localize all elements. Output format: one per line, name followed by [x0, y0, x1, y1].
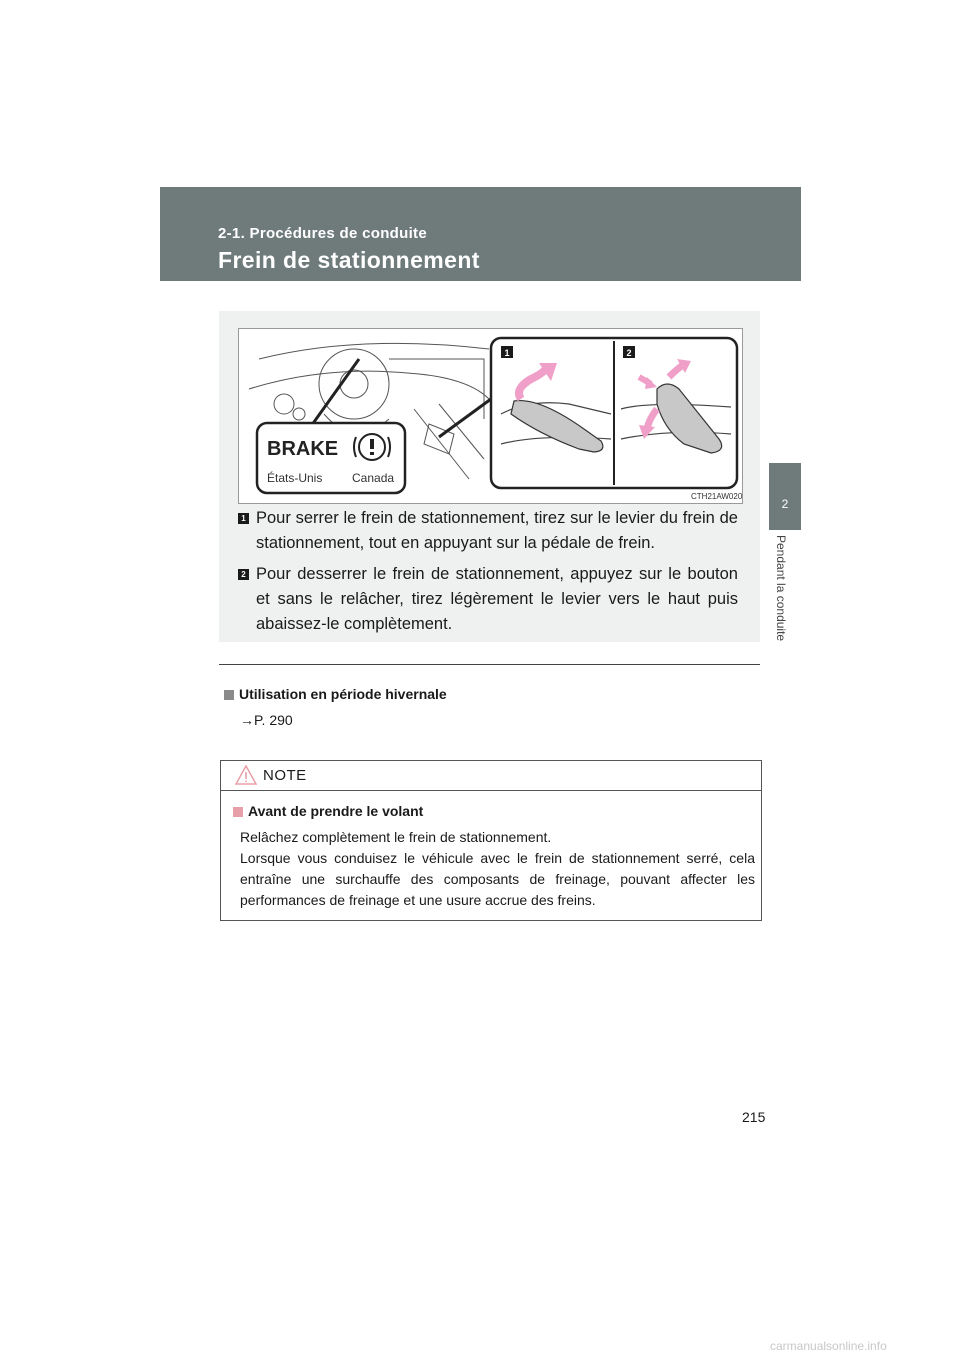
zoom-marker-1: 1 [504, 348, 510, 358]
chapter-label: Pendant la conduite [774, 535, 788, 642]
figure-code: CTH21AW020 [691, 492, 742, 501]
step-text-1: Pour serrer le frein de stationnement, tirez sur le levier du frein de stationnement, tout en appuyant sur la pédale de frein. [256, 509, 738, 552]
chapter-label-container [770, 535, 800, 675]
step-marker-2: 2 [238, 569, 249, 580]
step-text-2: Pour desserrer le frein de stationnement, appuyez sur le bouton et sans le relâcher, tirez légèrement le levier vers le haut puis abaissez-le complètement. [256, 565, 738, 633]
watermark: carmanualsonline.info [770, 1339, 887, 1353]
note-bullet-icon [233, 807, 243, 817]
bullet-square-icon [224, 690, 234, 700]
note-body [240, 827, 755, 911]
winter-page-reference[interactable]: →P. 290 [240, 712, 293, 728]
chapter-header [160, 187, 801, 281]
winter-heading-text: Utilisation en période hivernale [239, 686, 447, 702]
section-title: 2-1. Procédures de conduite [218, 225, 427, 242]
section-divider [219, 664, 760, 665]
dashboard-drawing [239, 329, 742, 503]
warning-triangle-icon [235, 765, 257, 785]
note-heading-text: Avant de prendre le volant [248, 803, 424, 819]
chapter-number: 2 [781, 497, 789, 511]
note-title-bar [221, 761, 761, 791]
parking-brake-illustration [238, 328, 743, 504]
note-title: NOTE [263, 767, 307, 784]
note-line-2: Lorsque vous conduisez le véhicule avec le frein de stationnement serré, cela entraîne une surchauffe des composants de freinage, pouvant affecter les performances de freinage et une usure accrue des freins. [240, 850, 755, 908]
step-marker-1: 1 [238, 513, 249, 524]
winter-heading [224, 686, 447, 702]
step-2 [238, 562, 738, 637]
note-heading [233, 803, 423, 819]
zoom-marker-2: 2 [626, 348, 632, 358]
label-canada: Canada [352, 471, 395, 485]
brake-warning-text: BRAKE [267, 438, 339, 460]
note-box [220, 760, 762, 921]
chapter-tab [769, 463, 801, 530]
note-line-1: Relâchez complètement le frein de stationnement. [240, 829, 552, 845]
page-title: Frein de stationnement [218, 247, 480, 273]
steps-list [238, 506, 738, 643]
label-us: États-Unis [267, 471, 323, 485]
page-number: 215 [742, 1109, 766, 1125]
step-1 [238, 506, 738, 556]
